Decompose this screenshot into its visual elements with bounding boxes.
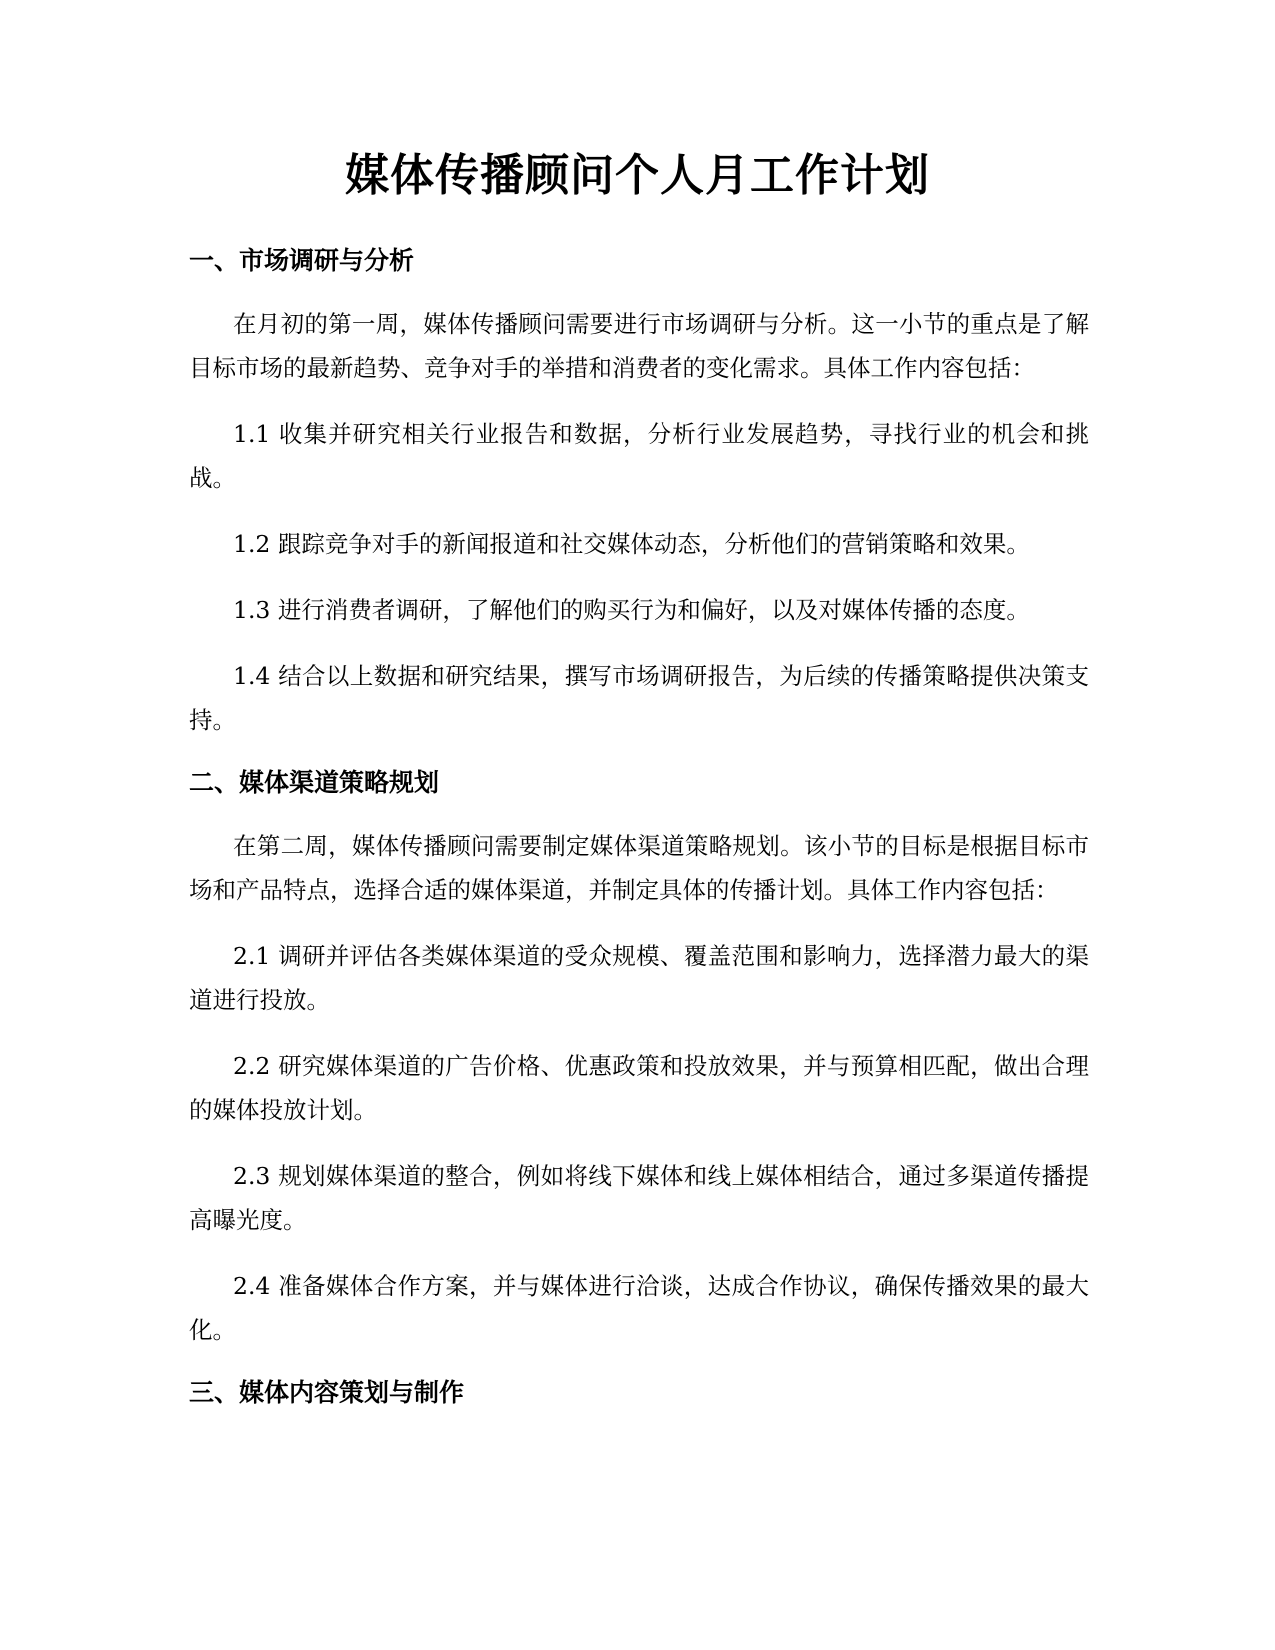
section-heading: 一、市场调研与分析	[189, 246, 415, 275]
list-item: 1.1 收集并研究相关行业报告和数据，分析行业发展趋势，寻找行业的机会和挑战。	[189, 420, 1089, 492]
document-body	[189, 244, 1089, 1434]
section-intro: 在月初的第一周，媒体传播顾问需要进行市场调研与分析。这一小节的重点是了解目标市场的最新趋势、竞争对手的举措和消费者的变化需求。具体工作内容包括：	[189, 310, 1089, 382]
section-media-content-planning	[189, 1376, 1089, 1410]
list-item: 1.4 结合以上数据和研究结果，撰写市场调研报告，为后续的传播策略提供决策支持。	[189, 662, 1089, 734]
section-market-research	[189, 244, 1089, 742]
list-item: 2.2 研究媒体渠道的广告价格、优惠政策和投放效果，并与预算相匹配，做出合理的媒体投放计划。	[189, 1052, 1089, 1124]
section-heading: 二、媒体渠道策略规划	[189, 768, 440, 797]
list-item: 1.3 进行消费者调研，了解他们的购买行为和偏好，以及对媒体传播的态度。	[233, 596, 1030, 624]
section-heading: 三、媒体内容策划与制作	[189, 1378, 465, 1407]
list-item: 2.1 调研并评估各类媒体渠道的受众规模、覆盖范围和影响力，选择潜力最大的渠道进行投放。	[189, 942, 1089, 1014]
list-item: 2.4 准备媒体合作方案，并与媒体进行洽谈，达成合作协议，确保传播效果的最大化。	[189, 1272, 1089, 1344]
document-title: 媒体传播顾问个人月工作计划	[345, 150, 930, 201]
list-item: 1.2 跟踪竞争对手的新闻报道和社交媒体动态，分析他们的营销策略和效果。	[233, 530, 1030, 558]
section-intro: 在第二周，媒体传播顾问需要制定媒体渠道策略规划。该小节的目标是根据目标市场和产品特点，选择合适的媒体渠道，并制定具体的传播计划。具体工作内容包括：	[189, 832, 1089, 904]
section-media-channel-strategy	[189, 766, 1089, 1352]
list-item: 2.3 规划媒体渠道的整合，例如将线下媒体和线上媒体相结合，通过多渠道传播提高曝光度。	[189, 1162, 1089, 1234]
